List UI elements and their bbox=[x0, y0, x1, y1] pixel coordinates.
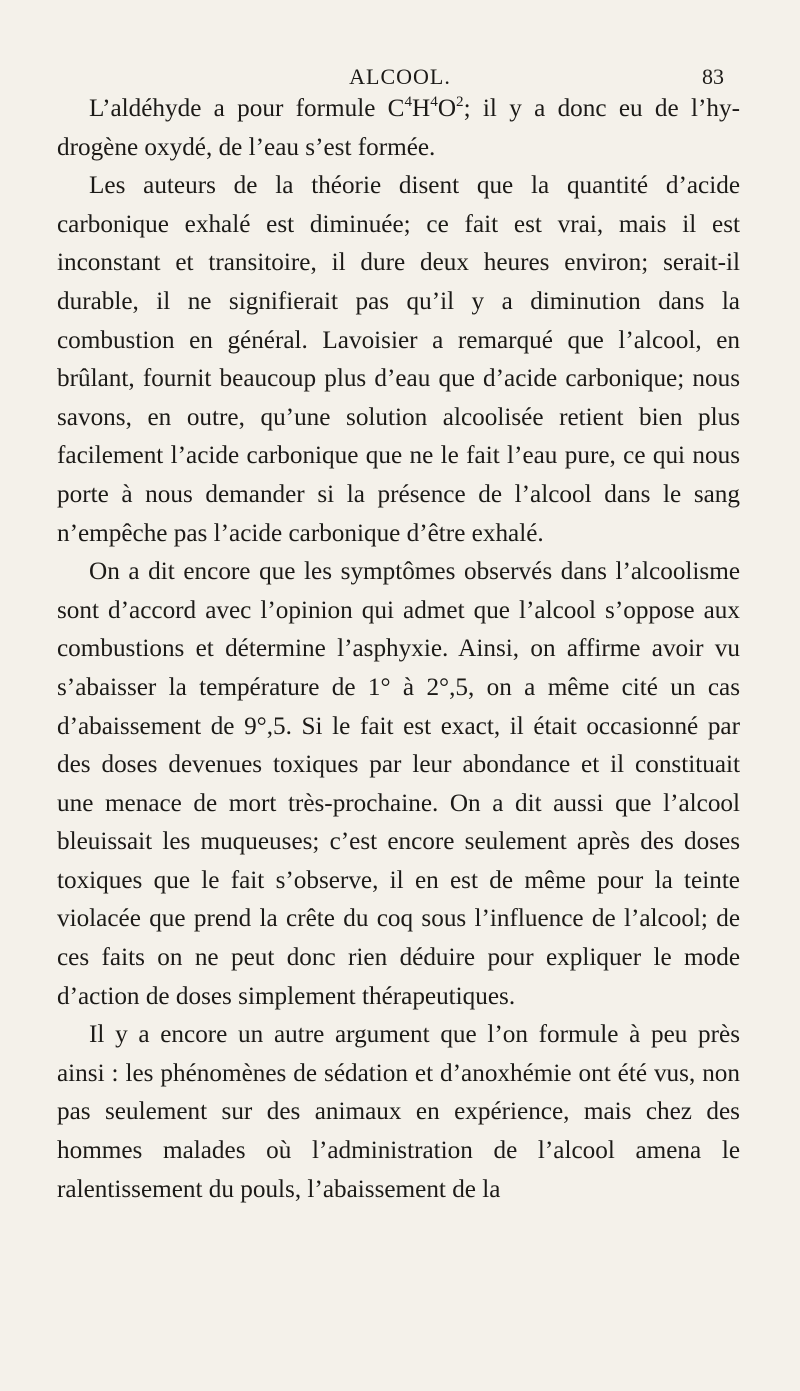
paragraph-4: Il y a encore un autre argument que l’on formule à peu près ainsi : les phénomènes de sédation et d’anoxhémie ont été vus, non pas seulement sur des animaux en expérience, mais chez des hommes malades où l’administration de l’alcool amena le ralentissement du pouls, l’abaissement de la bbox=[57, 1021, 740, 1203]
paragraph-1 bbox=[57, 90, 740, 167]
running-head: ALCOOL. bbox=[349, 64, 451, 89]
paragraph-1-rest: ; il y a donc eu de l’hydrogène oxydé, de l’eau s’est formée. bbox=[57, 95, 740, 161]
paragraph-2: Les auteurs de la théorie disent que la quantité d’acide carbonique exhalé est diminuée; ce fait est vrai, mais il est inconstant et transitoire, il dure deux heures environ; serait-il durable, il ne signifierait pas qu’il y a diminution dans la combustion en général. Lavoisier a remarqué que l’alcool, en brûlant, fournit beaucoup plus d’eau que d’acide carbonique; nous savons, en outre, qu’une solution alcoolisée retient bien plus facilement l’acide carbonique que ne le fait l’eau pure, ce qui nous porte à nous demander si la présence de l’alcool dans le sang n’empêche pas l’acide carbonique d’être exhalé. bbox=[57, 172, 740, 547]
paragraph-3: On a dit encore que les symptômes observés dans l’alcoolisme sont d’accord avec l’opinion qui admet que l’alcool s’oppose aux combustions et détermine l’asphyxie. Ainsi, on affirme avoir vu s’abaisser la température de 1° à 2°,5, on a même cité un cas d’abaissement de 9°,5. Si le fait est exact, il était occasionné par des doses devenues toxiques par leur abondance et il constituait une menace de mort très-prochaine. On a dit aussi que l’alcool bleuissait les muqueuses; c’est encore seulement après des doses toxiques que le fait s’observe, il en est de même pour la teinte violacée que prend la crête du coq sous l’influence de l’alcool; de ces faits on ne peut donc rien déduire pour expliquer le mode d’action de doses simplement thérapeutiques. bbox=[57, 558, 740, 1010]
formula-subscript-h: 4 bbox=[430, 94, 438, 111]
body-text bbox=[57, 90, 740, 1209]
formula-subscript-c: 4 bbox=[404, 94, 413, 111]
page-number: 83 bbox=[702, 64, 724, 89]
paragraph-1-intro: L’aldéhyde a pour formule C bbox=[89, 95, 405, 122]
formula-subscript-o: 2 bbox=[456, 94, 464, 111]
formula-element-o: O bbox=[437, 95, 457, 122]
formula-element-h: H bbox=[412, 95, 431, 122]
